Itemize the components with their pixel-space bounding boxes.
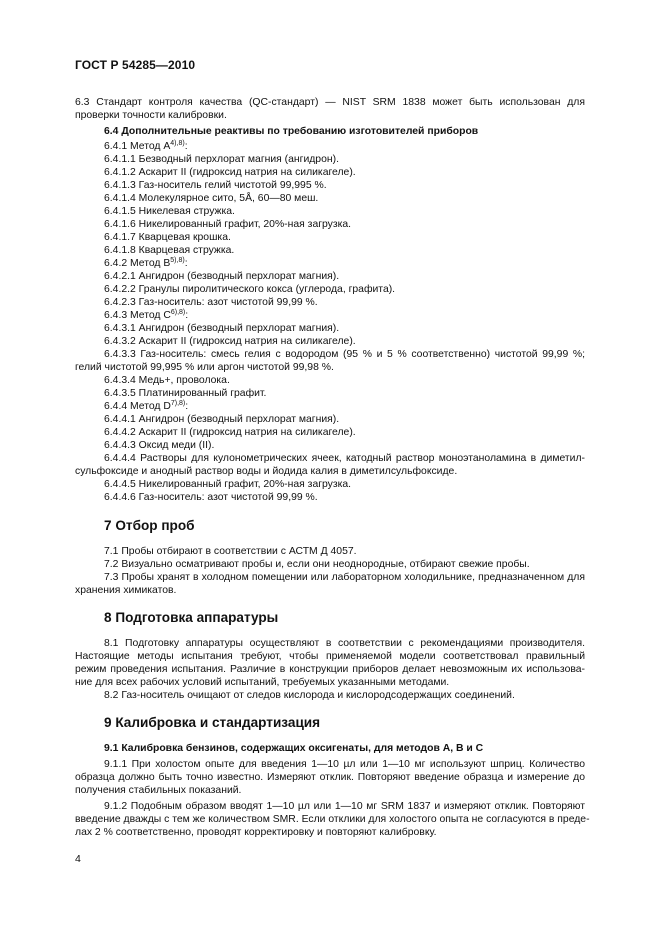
para-7-3-line-2: хранения химикатов. [75, 585, 177, 596]
list-item: 6.4.4.6 Газ-носитель: азот чистотой 99,99 %. [104, 492, 318, 503]
list-item: 6.4.1.4 Молекулярное сито, 5Å, 60—80 меш. [104, 193, 319, 204]
method-c-label: 6.4.3 Метод С [104, 310, 171, 321]
para-8-1-line-1: 8.1 Подготовку аппаратуры осуществляют в соответствии с рекомендациями производителя. [104, 638, 585, 649]
method-b-label: 6.4.2 Метод В [104, 258, 171, 269]
method-d-label: 6.4.4 Метод D [104, 401, 171, 412]
list-item: 6.4.4.5 Никелированный графит, 20%-ная загрузка. [104, 479, 352, 490]
para-8-1-line-2: Настоящие методы испытания требуют, чтобы применяемой модели соответствовал правильный [75, 651, 585, 662]
list-item: 6.4.4.3 Оксид меди (II). [104, 440, 215, 451]
para-8-1-line-3: режим проведения испытания. Различие в конструкции приборов делает невозможным их использова- [75, 664, 585, 675]
list-item: 6.4.1.7 Кварцевая крошка. [104, 232, 231, 243]
method-a-label: 6.4.1 Метод А [104, 141, 171, 152]
para-9-1-2-line-2: введение дважды с тем же количеством SMR. Если отклики для холостого опыта не согласуются в преде- [75, 814, 590, 825]
method-c-heading [104, 309, 614, 322]
list-item: 6.4.3.1 Ангидрон (безводный перхлорат магния). [104, 323, 340, 334]
list-item-continuation: гелий чистотой 99,995 % или аргон чистотой 99,98 %. [75, 362, 334, 373]
para-7-2: 7.2 Визуально осматривают пробы и, если они неоднородные, отбирают свежие пробы. [104, 559, 530, 570]
list-item: 6.4.1.6 Никелированный графит, 20%-ная загрузка. [104, 219, 352, 230]
list-item: 6.4.2.2 Гранулы пиролитического кокса (углерода, графита). [104, 284, 396, 295]
section-8-title: 8 Подготовка аппаратуры [104, 610, 279, 625]
method-b-heading [104, 257, 614, 270]
list-item: 6.4.1.5 Никелевая стружка. [104, 206, 235, 217]
list-item: 6.4.3.2 Аскарит II (гидроксид натрия на силикагеле). [104, 336, 356, 347]
list-item: 6.4.4.1 Ангидрон (безводный перхлорат магния). [104, 414, 340, 425]
para-7-1: 7.1 Пробы отбирают в соответствии с АСТМ Д 4057. [104, 546, 357, 557]
para-7-3-line-1: 7.3 Пробы хранят в холодном помещении или лабораторном холодильнике, предназначенном для [104, 572, 585, 583]
section-9-title: 9 Калибровка и стандартизация [104, 715, 321, 730]
para-6-3-line-1: 6.3 Стандарт контроля качества (QC-стандарт) — NIST SRM 1838 может быть использован для [75, 97, 585, 108]
list-item: 6.4.4.2 Аскарит II (гидроксид натрия на силикагеле). [104, 427, 356, 438]
method-a-heading [104, 140, 614, 153]
page-number: 4 [75, 853, 81, 865]
list-item-continuation: сульфоксиде и анодный раствор воды и йодида калия в диметилсульфоксиде. [75, 466, 458, 477]
method-a-footnote-ref: 4),8) [170, 140, 185, 147]
section-6-4-title: 6.4 Дополнительные реактивы по требованию изготовителей приборов [104, 126, 479, 137]
list-item: 6.4.1.3 Газ-носитель гелий чистотой 99,995 %. [104, 180, 327, 191]
list-item: 6.4.3.4 Медь+, проволока. [104, 375, 230, 386]
para-8-1-line-4: ние для всех рабочих условий испытаний, требуемых указанными методами. [75, 677, 450, 688]
list-item: 6.4.2.3 Газ-носитель: азот чистотой 99,99 %. [104, 297, 318, 308]
para-6-3-line-2: проверки точности калибровки. [75, 110, 227, 121]
document-header: ГОСТ Р 54285—2010 [75, 58, 196, 72]
list-item: 6.4.4.4 Растворы для кулонометрических ячеек, катодный раствор моноэтаноламина в диметил- [104, 453, 585, 464]
method-d-heading [104, 400, 614, 413]
para-9-1-1-line-2: образца должно быть точно известно. Измеряют отклик. Повторяют введение образца и измерение до [75, 772, 585, 783]
para-9-1-1-line-1: 9.1.1 При холостом опыте для введения 1—10 µл или 1—10 мг используют шприц. Количество [104, 759, 585, 770]
list-item: 6.4.1.1 Безводный перхлорат магния (ангидрон). [104, 154, 339, 165]
section-7-title: 7 Отбор проб [104, 518, 195, 533]
list-item: 6.4.1.8 Кварцевая стружка. [104, 245, 235, 256]
para-9-1-2-line-1: 9.1.2 Подобным образом вводят 1—10 µл или 1—10 мг SRM 1837 и измеряют отклик. Повторяют [104, 801, 585, 812]
method-c-colon: : [185, 310, 189, 321]
method-b-footnote-ref: 5),8) [170, 257, 185, 264]
subsection-9-1-title: 9.1 Калибровка бензинов, содержащих оксигенаты, для методов А, В и С [104, 743, 484, 754]
list-item: 6.4.1.2 Аскарит II (гидроксид натрия на силикагеле). [104, 167, 356, 178]
method-c-footnote-ref: 6),8) [170, 309, 186, 316]
list-item: 6.4.3.5 Платинированный графит. [104, 388, 267, 399]
method-d-colon: : [185, 401, 189, 412]
list-item: 6.4.3.3 Газ-носитель: смесь гелия с водородом (95 % и 5 % соответственно) чистотой 99,99 %; [104, 349, 585, 360]
para-9-1-1-line-3: получения стабильных показаний. [75, 785, 242, 796]
para-8-2: 8.2 Газ-носитель очищают от следов кислорода и кислородсодержащих соединений. [104, 690, 515, 701]
method-b-colon: : [184, 258, 188, 269]
method-a-colon: : [184, 141, 188, 152]
method-d-footnote-ref: 7),8) [170, 400, 186, 407]
list-item: 6.4.2.1 Ангидрон (безводный перхлорат магния). [104, 271, 340, 282]
para-9-1-2-line-3: лах 2 % соответственно, проводят корректировку и повторяют калибровку. [75, 827, 437, 838]
